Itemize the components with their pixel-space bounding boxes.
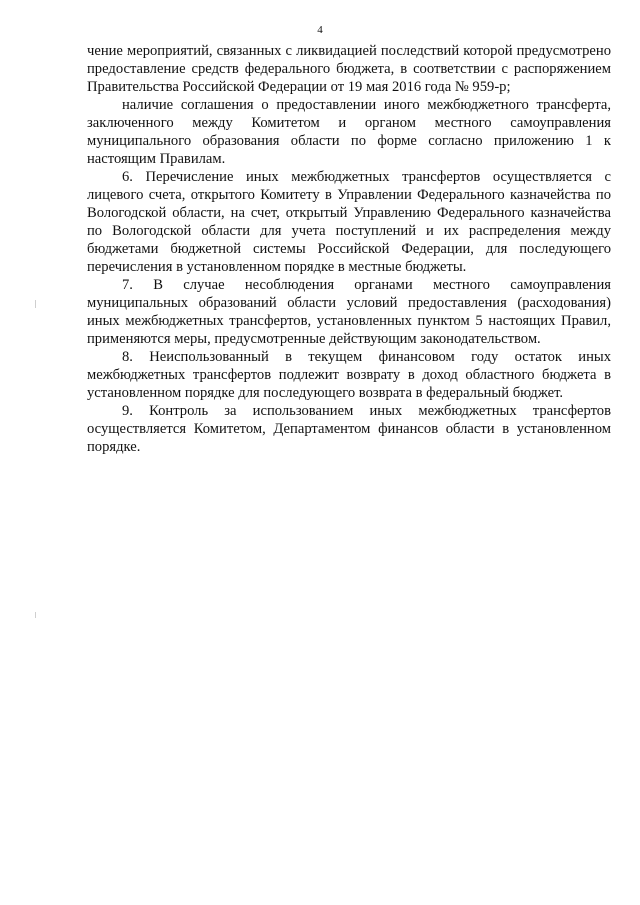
paragraph-item-6: 6. Перечисление иных межбюджетных трансфертов осуществляется с лицевого счета, открытого Комитету в Управлении Федерального казначейства по Вологодской области, на счет, открытый Управлению Федерального казначейства по Вологодской области для учета поступлений и их распределения между бюджетами бюджетной системы Российской Федерации, для последующего перечисления в установленном порядке в местные бюджеты.: [87, 169, 611, 275]
scan-mark: [35, 612, 36, 618]
paragraph-item-8: 8. Неиспользованный в текущем финансовом году остаток иных межбюджетных трансфертов подлежит возврату в доход областного бюджета в установленном порядке для последующего возврата в федеральный бюджет.: [87, 349, 611, 401]
paragraph-continuation: чение мероприятий, связанных с ликвидацией последствий которой предусмотрено предоставление средств федерального бюджета, в соответствии с распоряжением Правительства Российской Федерации от 19 мая 2016 года № 959-р;: [87, 43, 611, 95]
paragraph-agreement: наличие соглашения о предоставлении иного межбюджетного трансферта, заключенного между Комитетом и органом местного самоуправления муниципального образования области по форме согласно приложению 1 к настоящим Правилам.: [87, 97, 611, 167]
document-body: [87, 42, 611, 456]
scan-mark: [35, 300, 36, 308]
page-number: 4: [317, 24, 323, 36]
paragraph-item-7: 7. В случае несоблюдения органами местного самоуправления муниципальных образований области условий предоставления (расходования) иных межбюджетных трансфертов, установленных пунктом 5 настоящих Правил, применяются меры, предусмотренные действующим законодательством.: [87, 277, 611, 347]
paragraph-item-9: 9. Контроль за использованием иных межбюджетных трансфертов осуществляется Комитетом, Департаментом финансов области в установленном порядке.: [87, 403, 611, 455]
